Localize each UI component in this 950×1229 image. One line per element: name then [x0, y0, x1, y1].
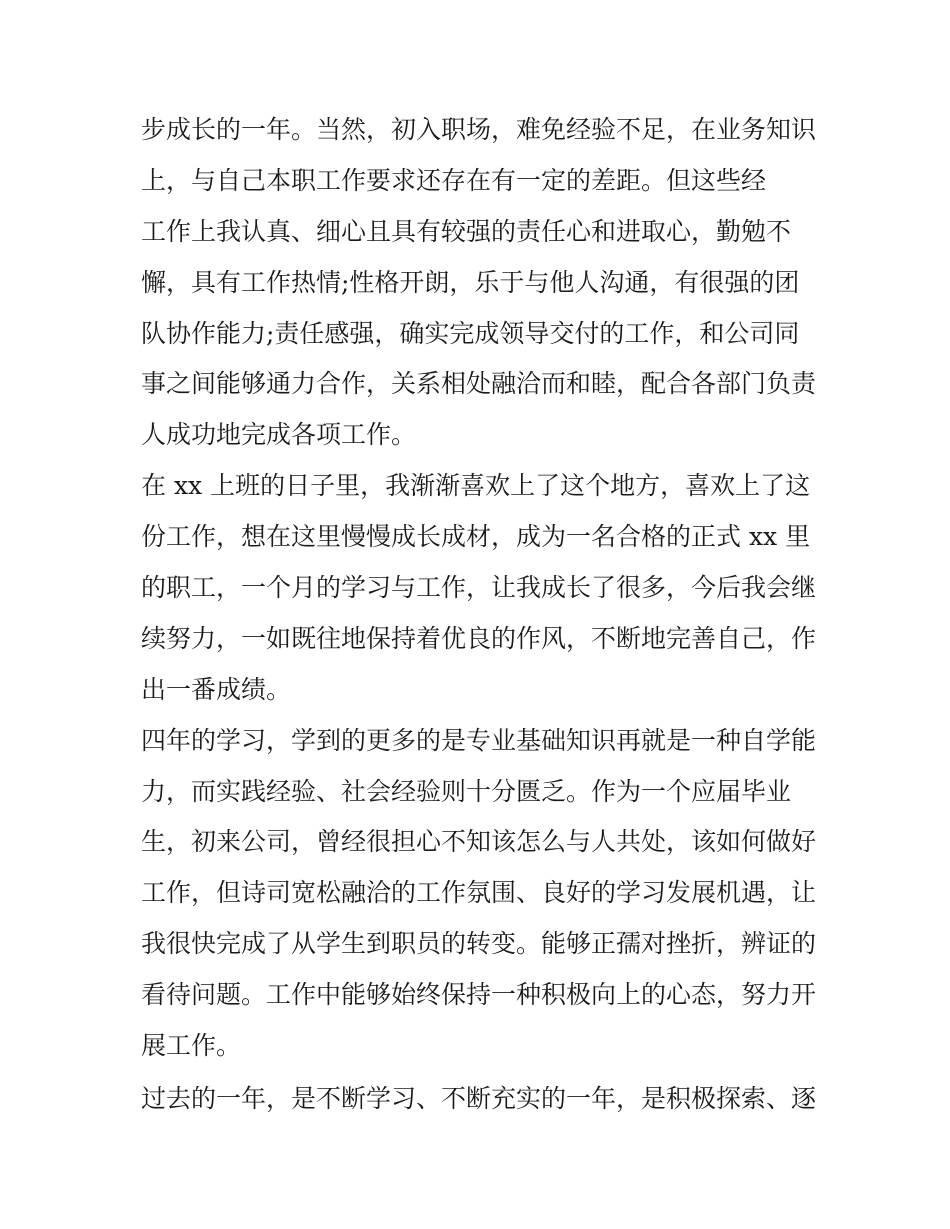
text-line: 工作，但诗司宽松融洽的工作氛围、良好的学习发展机遇，让: [141, 878, 817, 908]
text-line: 四年的学习，学到的更多的是专业基础知识再就是一种自学能: [141, 725, 817, 755]
text-line: 事之间能够通力合作，关系相处融洽而和睦，配合各部门负责: [141, 369, 817, 399]
text-line: 的职工，一个月的学习与工作，让我成长了很多，今后我会继: [141, 573, 817, 603]
text-line: 展工作。: [141, 1031, 242, 1061]
text-line: 续努力，一如既往地保持着优良的作风，不断地完善自己，作: [141, 623, 817, 653]
text-line: 上，与自己本职工作要求还存在有一定的差距。但这些经: [141, 165, 767, 195]
text-line: 力，而实践经验、社会经验则十分匮乏。作为一个应届毕业: [141, 776, 792, 806]
text-line: 看待问题。工作中能够始终保持一种积极向上的心态，努力开: [141, 980, 817, 1010]
text-line: 人成功地完成各项工作。: [141, 420, 417, 450]
text-line: 生，初来公司，曾经很担心不知该怎么与人共处，该如何做好: [141, 827, 817, 857]
text-line: 出一番成绩。: [141, 674, 292, 704]
text-line: 工作上我认真、细心且具有较强的责任心和进取心，勤勉不: [141, 216, 792, 246]
text-line: 在 xx 上班的日子里，我渐渐喜欢上了这个地方，喜欢上了这: [141, 471, 811, 501]
text-line: 过去的一年，是不断学习、不断充实的一年，是积极探索、逐: [141, 1083, 817, 1113]
text-line: 队协作能力;责任感强，确实完成领导交付的工作，和公司同: [141, 318, 800, 348]
text-line: 我很快完成了从学生到职员的转变。能够正孺对挫折，辨证的: [141, 929, 817, 959]
text-line: 懈，具有工作热情;性格开朗，乐于与他人沟通，有很强的团: [141, 267, 800, 297]
text-line: 步成长的一年。当然，初入职场，难免经验不足，在业务知识: [141, 115, 817, 144]
body-text: [141, 105, 821, 1125]
text-line: 份工作，想在这里慢慢成长成材，成为一名合格的正式 xx 里: [141, 522, 811, 552]
